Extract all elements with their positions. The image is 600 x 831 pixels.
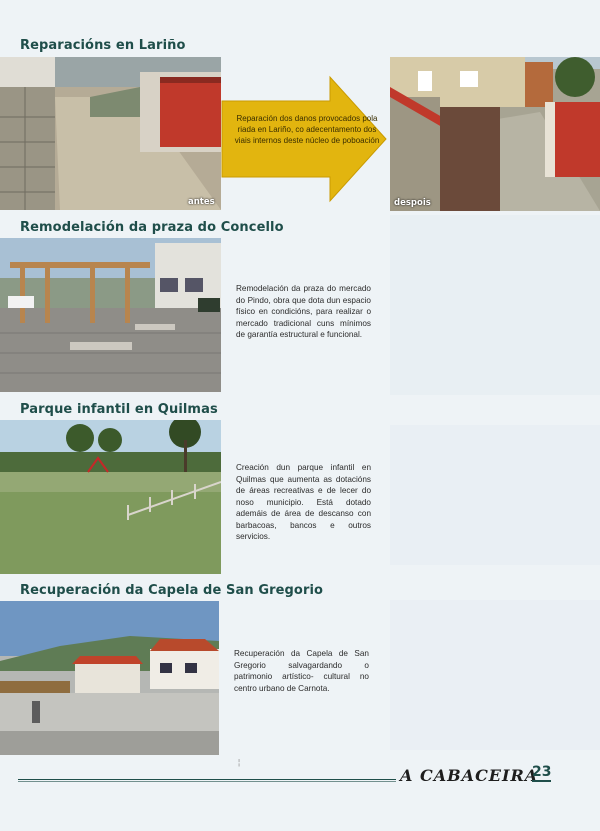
before-label: antes [188,197,215,207]
background-panel [390,425,600,565]
section-title-praza: Remodelación da praza do Concello [20,220,284,235]
background-panel [390,215,600,395]
magazine-logo: A CABACEIRA [396,766,542,785]
after-label: despois [394,198,431,208]
section-title-parque: Parque infantil en Quilmas [20,402,218,417]
page-number: 23 [532,764,552,780]
section-title-larino: Reparacións en Lariño [20,38,186,53]
parque-caption: Creación dun parque infantil en Quilmas que aumenta as dotacións de áreas recreativas e de lecer do noso municipio. Está dotado ademáis de área de descanso con barbacoas, bancos e outros servicios. [236,463,371,541]
capela-caption: Recuperación da Capela de San Gregorio salvagardando o patrimonio artístico- cultural no centro urbano de Carnota. [234,649,369,693]
photo-capela [0,601,219,755]
larino-caption: Reparación dos danos provocados pola riada en Lariño, co adecentamento dos viais internos deste núcleo de poboación [234,114,380,145]
photo-praza [0,238,221,392]
photo-larino-before [0,57,221,210]
footer-mark: ¦ [238,758,241,767]
praza-caption: Remodelación da praza do mercado do Pindo, obra que dota dun espacio físico en condicións, para realizar o mercado tradicional cuns mínimos de garantía estructural e funcional. [236,284,371,339]
background-panel [390,600,600,750]
photo-larino-after [390,57,600,211]
photo-parque [0,420,221,574]
section-title-capela: Recuperación da Capela de San Gregorio [20,583,324,598]
